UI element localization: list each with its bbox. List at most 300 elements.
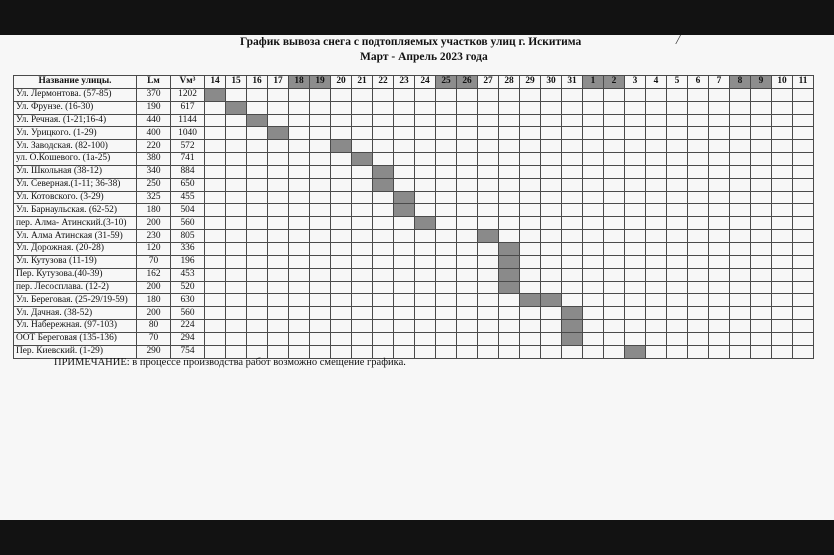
day-cell (541, 345, 562, 358)
day-cell (205, 178, 226, 191)
day-cell (625, 88, 646, 101)
table-row (14, 307, 814, 320)
day-cell (667, 255, 688, 268)
day-cell (709, 165, 730, 178)
street-length: 70 (137, 255, 171, 268)
day-cell (604, 255, 625, 268)
day-cell (562, 88, 583, 101)
day-cell (373, 268, 394, 281)
scheduled-day-cell (415, 217, 436, 230)
scheduled-day-cell (562, 320, 583, 333)
day-cell (226, 307, 247, 320)
day-cell (352, 178, 373, 191)
day-cell (730, 268, 751, 281)
street-length: 250 (137, 178, 171, 191)
scheduled-day-cell (478, 230, 499, 243)
day-cell (520, 204, 541, 217)
day-cell (793, 217, 814, 230)
day-cell (478, 281, 499, 294)
header-row (14, 76, 814, 89)
day-cell (604, 140, 625, 153)
street-name: Ул. Дорожная. (20-28) (14, 242, 137, 255)
day-cell (268, 242, 289, 255)
day-cell (457, 242, 478, 255)
header-volume: Vм³ (171, 76, 205, 89)
day-cell (331, 153, 352, 166)
table-row (14, 191, 814, 204)
day-cell (793, 268, 814, 281)
day-cell (667, 88, 688, 101)
day-cell (310, 255, 331, 268)
day-cell (688, 332, 709, 345)
day-cell (751, 268, 772, 281)
snow-volume: 504 (171, 204, 205, 217)
header-day: 25 (436, 76, 457, 89)
day-cell (310, 281, 331, 294)
day-cell (352, 294, 373, 307)
day-cell (310, 307, 331, 320)
day-cell (499, 345, 520, 358)
day-cell (247, 101, 268, 114)
day-cell (478, 88, 499, 101)
snow-volume: 630 (171, 294, 205, 307)
day-cell (583, 230, 604, 243)
day-cell (436, 255, 457, 268)
day-cell (541, 178, 562, 191)
header-day: 23 (394, 76, 415, 89)
day-cell (730, 294, 751, 307)
day-cell (310, 178, 331, 191)
day-cell (646, 140, 667, 153)
day-cell (205, 230, 226, 243)
table-row (14, 242, 814, 255)
day-cell (289, 114, 310, 127)
day-cell (310, 88, 331, 101)
header-day: 2 (604, 76, 625, 89)
header-day: 27 (478, 76, 499, 89)
day-cell (394, 281, 415, 294)
header-day: 4 (646, 76, 667, 89)
day-cell (205, 153, 226, 166)
day-cell (310, 268, 331, 281)
day-cell (436, 281, 457, 294)
day-cell (331, 114, 352, 127)
document-page (0, 35, 834, 520)
day-cell (583, 281, 604, 294)
day-cell (709, 281, 730, 294)
day-cell (751, 204, 772, 217)
day-cell (205, 140, 226, 153)
day-cell (226, 114, 247, 127)
day-cell (772, 294, 793, 307)
day-cell (205, 268, 226, 281)
scheduled-day-cell (394, 204, 415, 217)
day-cell (793, 332, 814, 345)
day-cell (520, 345, 541, 358)
day-cell (730, 178, 751, 191)
day-cell (394, 165, 415, 178)
day-cell (604, 114, 625, 127)
day-cell (205, 191, 226, 204)
day-cell (352, 204, 373, 217)
day-cell (247, 255, 268, 268)
day-cell (268, 191, 289, 204)
street-length: 290 (137, 345, 171, 358)
day-cell (331, 294, 352, 307)
day-cell (751, 242, 772, 255)
day-cell (310, 217, 331, 230)
day-cell (751, 101, 772, 114)
day-cell (415, 114, 436, 127)
day-cell (751, 165, 772, 178)
day-cell (394, 255, 415, 268)
day-cell (583, 127, 604, 140)
document-title: График вывоза снега с подтопляемых участков улиц г. Искитима (240, 36, 582, 48)
day-cell (436, 217, 457, 230)
day-cell (268, 217, 289, 230)
scheduled-day-cell (268, 127, 289, 140)
day-cell (436, 230, 457, 243)
day-cell (667, 345, 688, 358)
day-cell (751, 191, 772, 204)
street-length: 380 (137, 153, 171, 166)
snow-volume: 741 (171, 153, 205, 166)
day-cell (625, 217, 646, 230)
header-day: 14 (205, 76, 226, 89)
day-cell (625, 204, 646, 217)
day-cell (709, 294, 730, 307)
snow-volume: 560 (171, 307, 205, 320)
day-cell (793, 191, 814, 204)
scheduled-day-cell (499, 255, 520, 268)
day-cell (373, 294, 394, 307)
day-cell (289, 127, 310, 140)
day-cell (394, 320, 415, 333)
day-cell (730, 307, 751, 320)
day-cell (625, 178, 646, 191)
street-length: 230 (137, 230, 171, 243)
day-cell (625, 242, 646, 255)
day-cell (331, 255, 352, 268)
day-cell (520, 332, 541, 345)
table-row (14, 255, 814, 268)
day-cell (688, 217, 709, 230)
snow-volume: 455 (171, 191, 205, 204)
street-length: 440 (137, 114, 171, 127)
day-cell (289, 191, 310, 204)
day-cell (289, 332, 310, 345)
day-cell (436, 320, 457, 333)
day-cell (352, 268, 373, 281)
header-day: 10 (772, 76, 793, 89)
table-row (14, 230, 814, 243)
day-cell (730, 140, 751, 153)
day-cell (268, 101, 289, 114)
day-cell (688, 165, 709, 178)
day-cell (562, 217, 583, 230)
day-cell (751, 114, 772, 127)
day-cell (415, 204, 436, 217)
day-cell (478, 294, 499, 307)
street-length: 162 (137, 268, 171, 281)
day-cell (478, 140, 499, 153)
scheduled-day-cell (352, 153, 373, 166)
day-cell (625, 191, 646, 204)
day-cell (310, 242, 331, 255)
day-cell (436, 88, 457, 101)
header-name: Название улицы. (14, 76, 137, 89)
day-cell (247, 320, 268, 333)
day-cell (268, 320, 289, 333)
day-cell (583, 294, 604, 307)
day-cell (289, 101, 310, 114)
day-cell (226, 320, 247, 333)
day-cell (457, 178, 478, 191)
street-name: Ул. Дачная. (38-52) (14, 307, 137, 320)
day-cell (751, 307, 772, 320)
day-cell (499, 153, 520, 166)
scheduled-day-cell (562, 332, 583, 345)
street-name: Ул. Фрунзе. (16-30) (14, 101, 137, 114)
day-cell (457, 230, 478, 243)
day-cell (688, 153, 709, 166)
day-cell (541, 242, 562, 255)
day-cell (373, 320, 394, 333)
day-cell (520, 230, 541, 243)
day-cell (667, 204, 688, 217)
day-cell (478, 307, 499, 320)
day-cell (772, 153, 793, 166)
day-cell (289, 294, 310, 307)
day-cell (226, 268, 247, 281)
day-cell (772, 242, 793, 255)
day-cell (331, 165, 352, 178)
street-name: Ул. Береговая. (25-29/19-59) (14, 294, 137, 307)
day-cell (562, 114, 583, 127)
day-cell (730, 101, 751, 114)
day-cell (646, 88, 667, 101)
day-cell (793, 140, 814, 153)
day-cell (646, 101, 667, 114)
day-cell (478, 101, 499, 114)
day-cell (268, 153, 289, 166)
day-cell (793, 255, 814, 268)
day-cell (709, 345, 730, 358)
day-cell (562, 268, 583, 281)
day-cell (625, 153, 646, 166)
day-cell (205, 101, 226, 114)
day-cell (793, 178, 814, 191)
day-cell (331, 230, 352, 243)
table-row (14, 204, 814, 217)
day-cell (562, 294, 583, 307)
day-cell (331, 217, 352, 230)
day-cell (583, 255, 604, 268)
day-cell (478, 191, 499, 204)
day-cell (625, 332, 646, 345)
day-cell (646, 294, 667, 307)
day-cell (331, 178, 352, 191)
snow-volume: 884 (171, 165, 205, 178)
scheduled-day-cell (373, 165, 394, 178)
street-length: 200 (137, 281, 171, 294)
snow-volume: 336 (171, 242, 205, 255)
day-cell (226, 140, 247, 153)
day-cell (394, 178, 415, 191)
day-cell (226, 281, 247, 294)
day-cell (457, 88, 478, 101)
day-cell (793, 153, 814, 166)
day-cell (226, 165, 247, 178)
header-day: 15 (226, 76, 247, 89)
day-cell (688, 345, 709, 358)
day-cell (247, 332, 268, 345)
day-cell (562, 242, 583, 255)
day-cell (667, 178, 688, 191)
day-cell (541, 230, 562, 243)
day-cell (352, 217, 373, 230)
day-cell (793, 320, 814, 333)
day-cell (499, 217, 520, 230)
day-cell (541, 268, 562, 281)
day-cell (436, 127, 457, 140)
day-cell (415, 320, 436, 333)
day-cell (394, 294, 415, 307)
day-cell (226, 204, 247, 217)
day-cell (646, 230, 667, 243)
day-cell (289, 165, 310, 178)
day-cell (520, 242, 541, 255)
day-cell (247, 165, 268, 178)
day-cell (226, 153, 247, 166)
day-cell (268, 255, 289, 268)
day-cell (415, 101, 436, 114)
day-cell (268, 307, 289, 320)
scheduled-day-cell (499, 281, 520, 294)
day-cell (478, 178, 499, 191)
day-cell (541, 140, 562, 153)
table-row (14, 114, 814, 127)
day-cell (625, 140, 646, 153)
day-cell (205, 320, 226, 333)
street-length: 80 (137, 320, 171, 333)
day-cell (373, 191, 394, 204)
day-cell (205, 294, 226, 307)
day-cell (646, 345, 667, 358)
table-row (14, 332, 814, 345)
day-cell (583, 88, 604, 101)
day-cell (289, 204, 310, 217)
day-cell (646, 332, 667, 345)
day-cell (499, 127, 520, 140)
day-cell (583, 204, 604, 217)
day-cell (247, 140, 268, 153)
day-cell (583, 178, 604, 191)
day-cell (205, 165, 226, 178)
day-cell (772, 88, 793, 101)
snow-volume: 294 (171, 332, 205, 345)
day-cell (730, 191, 751, 204)
day-cell (352, 230, 373, 243)
day-cell (478, 204, 499, 217)
day-cell (646, 281, 667, 294)
day-cell (793, 281, 814, 294)
day-cell (331, 307, 352, 320)
scheduled-day-cell (373, 178, 394, 191)
day-cell (331, 88, 352, 101)
day-cell (520, 101, 541, 114)
day-cell (331, 332, 352, 345)
header-day: 7 (709, 76, 730, 89)
day-cell (541, 217, 562, 230)
day-cell (772, 140, 793, 153)
day-cell (310, 140, 331, 153)
day-cell (247, 88, 268, 101)
day-cell (709, 114, 730, 127)
street-length: 340 (137, 165, 171, 178)
schedule-table (13, 75, 814, 359)
day-cell (373, 242, 394, 255)
day-cell (625, 230, 646, 243)
day-cell (604, 242, 625, 255)
day-cell (709, 320, 730, 333)
day-cell (604, 320, 625, 333)
day-cell (415, 268, 436, 281)
day-cell (583, 268, 604, 281)
street-length: 70 (137, 332, 171, 345)
street-length: 190 (137, 101, 171, 114)
table-row (14, 294, 814, 307)
day-cell (289, 153, 310, 166)
day-cell (709, 88, 730, 101)
day-cell (793, 307, 814, 320)
day-cell (604, 88, 625, 101)
day-cell (499, 307, 520, 320)
scheduled-day-cell (499, 242, 520, 255)
day-cell (688, 127, 709, 140)
day-cell (436, 191, 457, 204)
day-cell (415, 307, 436, 320)
day-cell (541, 153, 562, 166)
day-cell (205, 114, 226, 127)
day-cell (499, 332, 520, 345)
day-cell (772, 307, 793, 320)
day-cell (604, 230, 625, 243)
table-row (14, 88, 814, 101)
day-cell (583, 217, 604, 230)
day-cell (457, 140, 478, 153)
day-cell (352, 127, 373, 140)
day-cell (205, 332, 226, 345)
day-cell (247, 217, 268, 230)
day-cell (520, 140, 541, 153)
snow-volume: 520 (171, 281, 205, 294)
day-cell (331, 320, 352, 333)
day-cell (415, 230, 436, 243)
day-cell (751, 281, 772, 294)
day-cell (562, 281, 583, 294)
day-cell (226, 242, 247, 255)
day-cell (709, 307, 730, 320)
snow-volume: 617 (171, 101, 205, 114)
day-cell (730, 230, 751, 243)
day-cell (247, 204, 268, 217)
day-cell (772, 178, 793, 191)
day-cell (226, 332, 247, 345)
day-cell (604, 191, 625, 204)
day-cell (541, 114, 562, 127)
day-cell (457, 268, 478, 281)
